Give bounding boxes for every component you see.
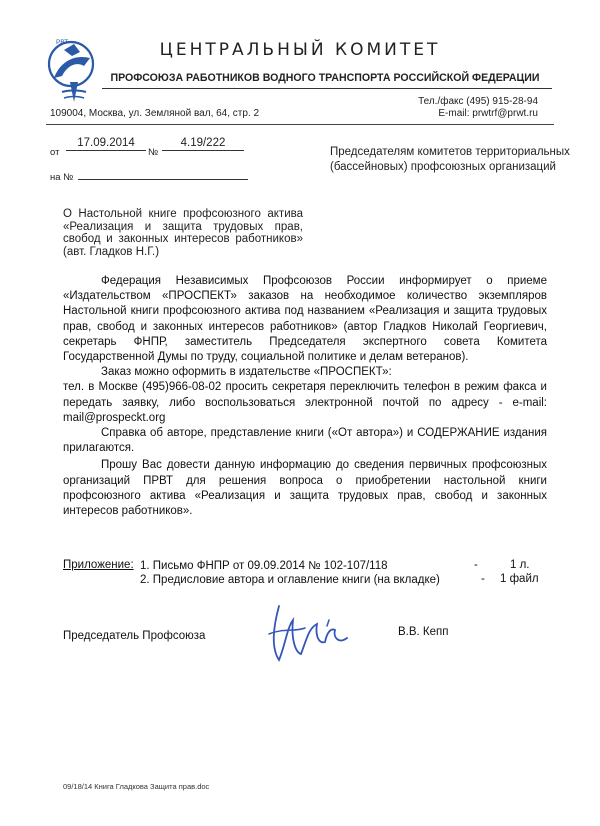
attachments-label: Приложение: xyxy=(63,559,134,571)
attachment-item: 2. Предисловие автора и оглавление книги (на вкладке) xyxy=(140,574,440,586)
paragraph-order: Заказ можно оформить в издательстве «ПРОСПЕКТ»: xyxy=(101,366,392,379)
attachment-quantity: 1 л. xyxy=(510,559,530,571)
paragraph-request: Прошу Вас довести данную информацию до сведения первичных профсоюзных организаций ПРВТ для решения вопроса о приобретении настольной книги профсоюзного актива «Реализация и защита трудовых прав, свобод и законных интересов работников». xyxy=(63,459,547,518)
signatory-name: В.В. Кепп xyxy=(398,626,449,638)
letter-body xyxy=(63,274,547,519)
signatory-title: Председатель Профсоюза xyxy=(63,630,206,642)
paragraph-contacts: тел. в Москве (495)966-08-02 просить секретаря переключить телефон в режим факса и передать заявку, либо воспользоваться электронной почтой по адресу - e-mail: mail@prospeckt.org xyxy=(63,381,547,424)
number-field xyxy=(162,137,244,151)
attachment-dash: - xyxy=(474,559,478,571)
recipient: Председателям комитетов территориальных (бассейновых) профсоюзных организаций xyxy=(330,146,570,173)
file-footer: 09/18/14 Книга Гладкова Защита прав.doc xyxy=(63,782,210,791)
phone-fax: Тел./факс (495) 915-28-94 xyxy=(418,96,538,107)
date-field xyxy=(66,137,146,151)
attachment-item: 1. Письмо ФНПР от 09.09.2014 № 102-107/118 xyxy=(140,560,388,572)
paragraph-enclosures: Справка об авторе, представление книги («От автора») и СОДЕРЖАНИЕ издания прилагаются. xyxy=(63,427,547,455)
logo-text: РВТ xyxy=(56,39,69,46)
address-divider xyxy=(46,124,554,125)
header-divider xyxy=(102,88,552,89)
letter-number: 4.19/222 xyxy=(180,137,226,149)
email: E-mail: prwtrf@prwt.ru xyxy=(438,108,538,119)
handwritten-signature xyxy=(265,598,355,668)
contacts-block xyxy=(418,96,538,120)
number-label: № xyxy=(148,147,159,158)
reply-label: на № xyxy=(50,172,74,183)
address: 109004, Москва, ул. Земляной вал, 64, стр. 2 xyxy=(50,108,260,119)
subject: О Настольной книге профсоюзного актива «Реализация и защита трудовых прав, свобод и законных интересов работников» (авт. Гладков Н.Г.) xyxy=(63,208,303,258)
union-logo xyxy=(44,32,104,108)
attachment-dash: - xyxy=(481,573,485,585)
paragraph-announcement: Федерация Независимых Профсоюзов России информирует о приеме «Издательством «ПРОСПЕКТ» заказов на необходимое количество экземпляров Настольной книги профсоюзного актива под названием «Реализация и защита трудовых прав, свобод и законных интересов работников» (автор Гладков Николай Георгиевич, секретарь ФНПР, заместитель Председателя экспертного совета Комитета Государственной Думы по труду, социальной политике и делам ветеранов). xyxy=(63,275,547,364)
organization-title: ЦЕНТРАЛЬНЫЙ КОМИТЕТ xyxy=(159,40,441,60)
from-label: от xyxy=(50,147,60,158)
letter-date: 17.09.2014 xyxy=(77,137,135,149)
attachment-quantity: 1 файл xyxy=(500,573,539,585)
reply-field xyxy=(78,166,248,180)
organization-subtitle: ПРОФСОЮЗА РАБОТНИКОВ ВОДНОГО ТРАНСПОРТА РОССИЙСКОЙ ФЕДЕРАЦИИ xyxy=(110,72,540,84)
